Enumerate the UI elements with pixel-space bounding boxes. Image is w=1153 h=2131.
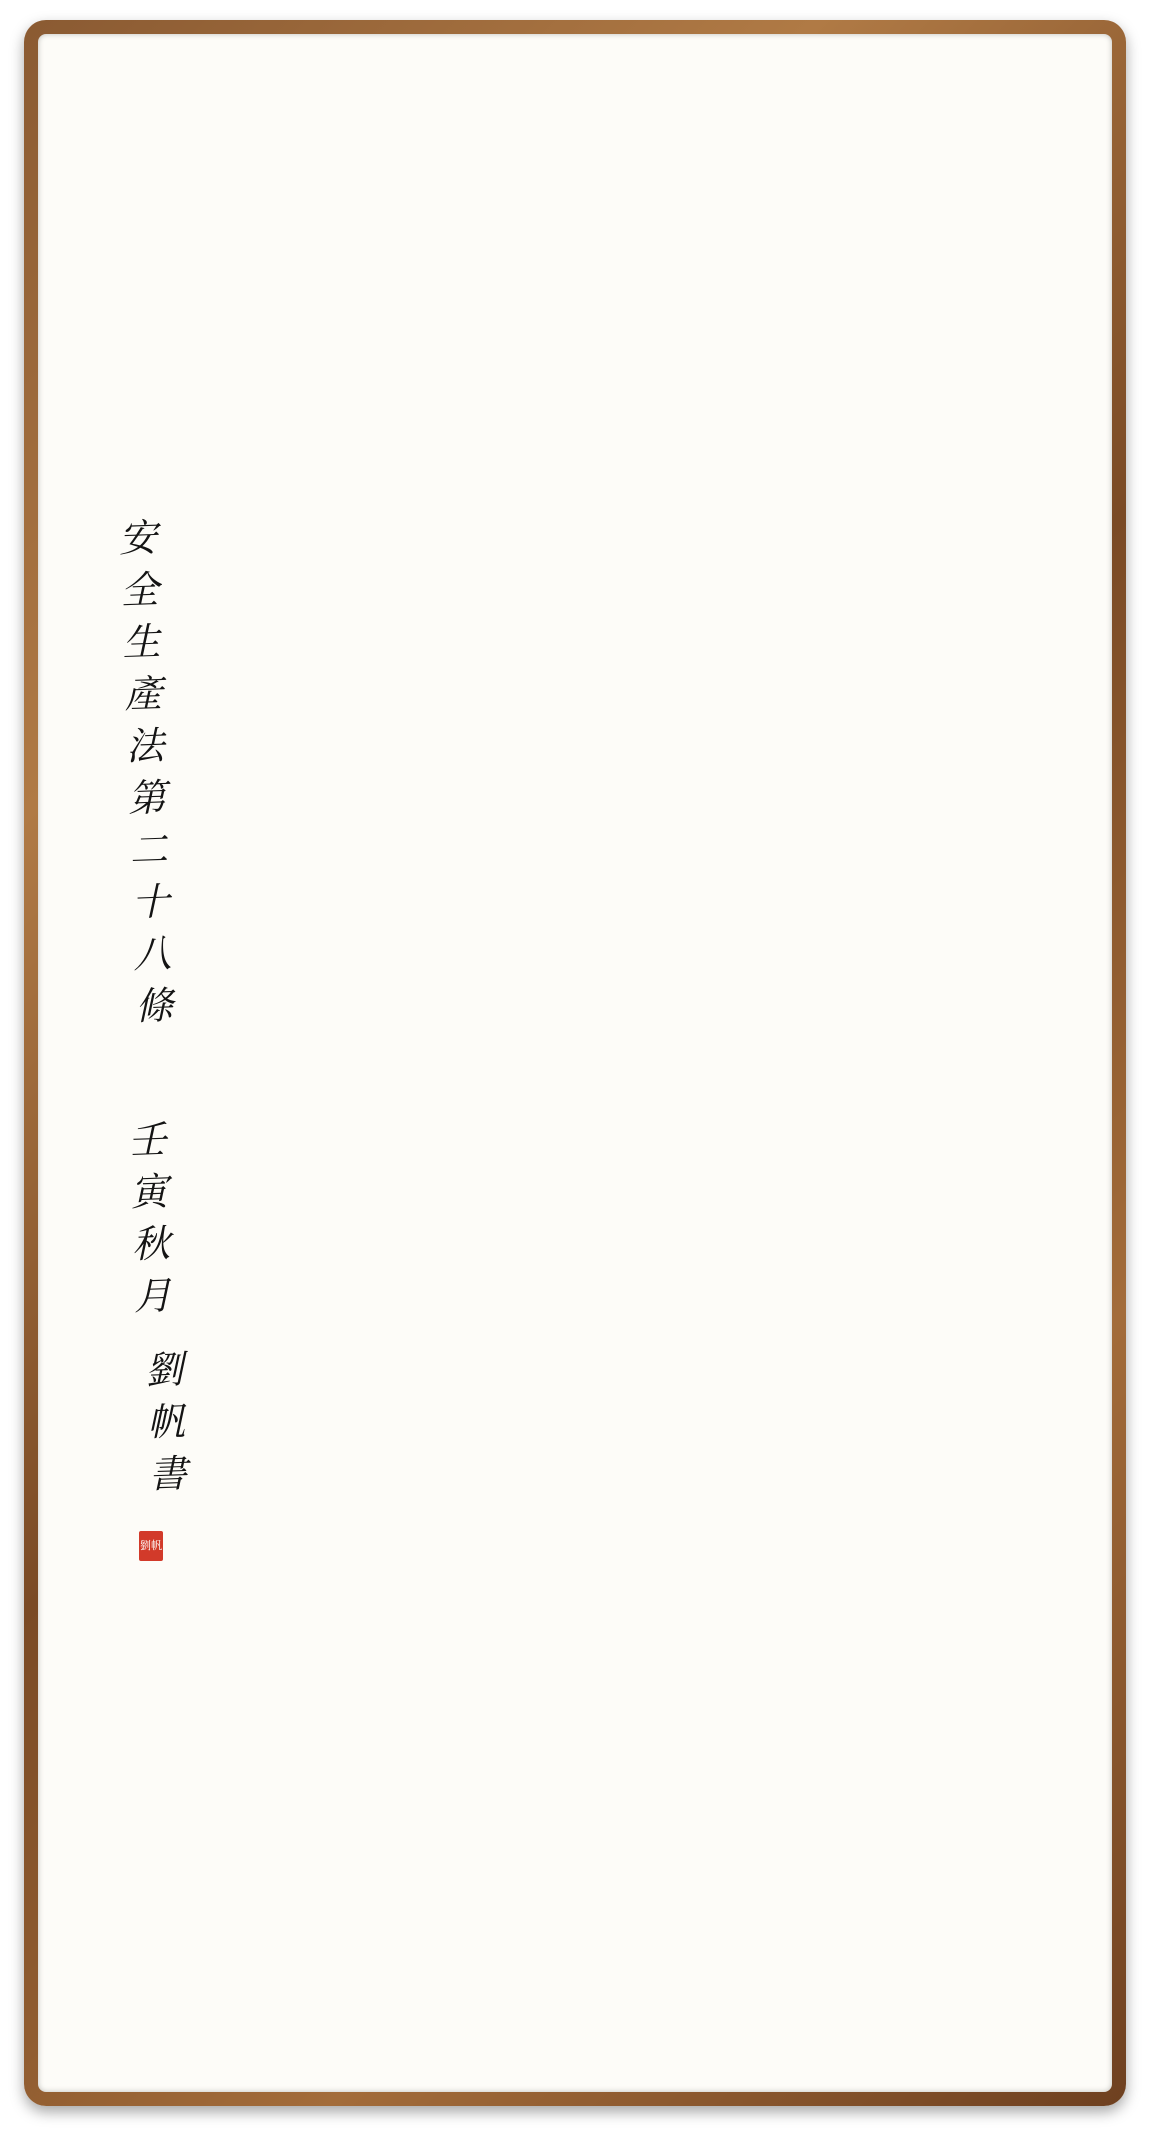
signature-char: 書: [148, 1451, 188, 1497]
seal-stamp: 劉帆: [139, 1531, 163, 1561]
signature-char: 月: [132, 1273, 173, 1319]
signature-char: 劉: [144, 1347, 184, 1393]
signature-char: 帆: [146, 1399, 186, 1445]
calligraphy-paper: [38, 34, 1112, 2092]
signature-char: 生: [121, 619, 162, 665]
signature-char: 十: [130, 879, 171, 925]
inscription: [107, 511, 185, 1033]
signature-char: 全: [119, 567, 160, 613]
scroll-frame: [24, 20, 1126, 2106]
signature-char: 第: [127, 775, 167, 821]
signature-char: 產: [123, 671, 164, 717]
signature-char: 八: [132, 931, 173, 977]
signature-char: 寅: [129, 1169, 169, 1215]
date-signature: [116, 1113, 183, 1323]
signature-char: 法: [125, 723, 165, 769]
signature-char: 二: [128, 827, 169, 873]
artist-signature: [133, 1343, 198, 1501]
signature-char: 秋: [131, 1221, 171, 1267]
signature-char: 條: [134, 983, 174, 1029]
signature-char: 壬: [127, 1117, 168, 1163]
signature-char: 安: [118, 515, 158, 561]
